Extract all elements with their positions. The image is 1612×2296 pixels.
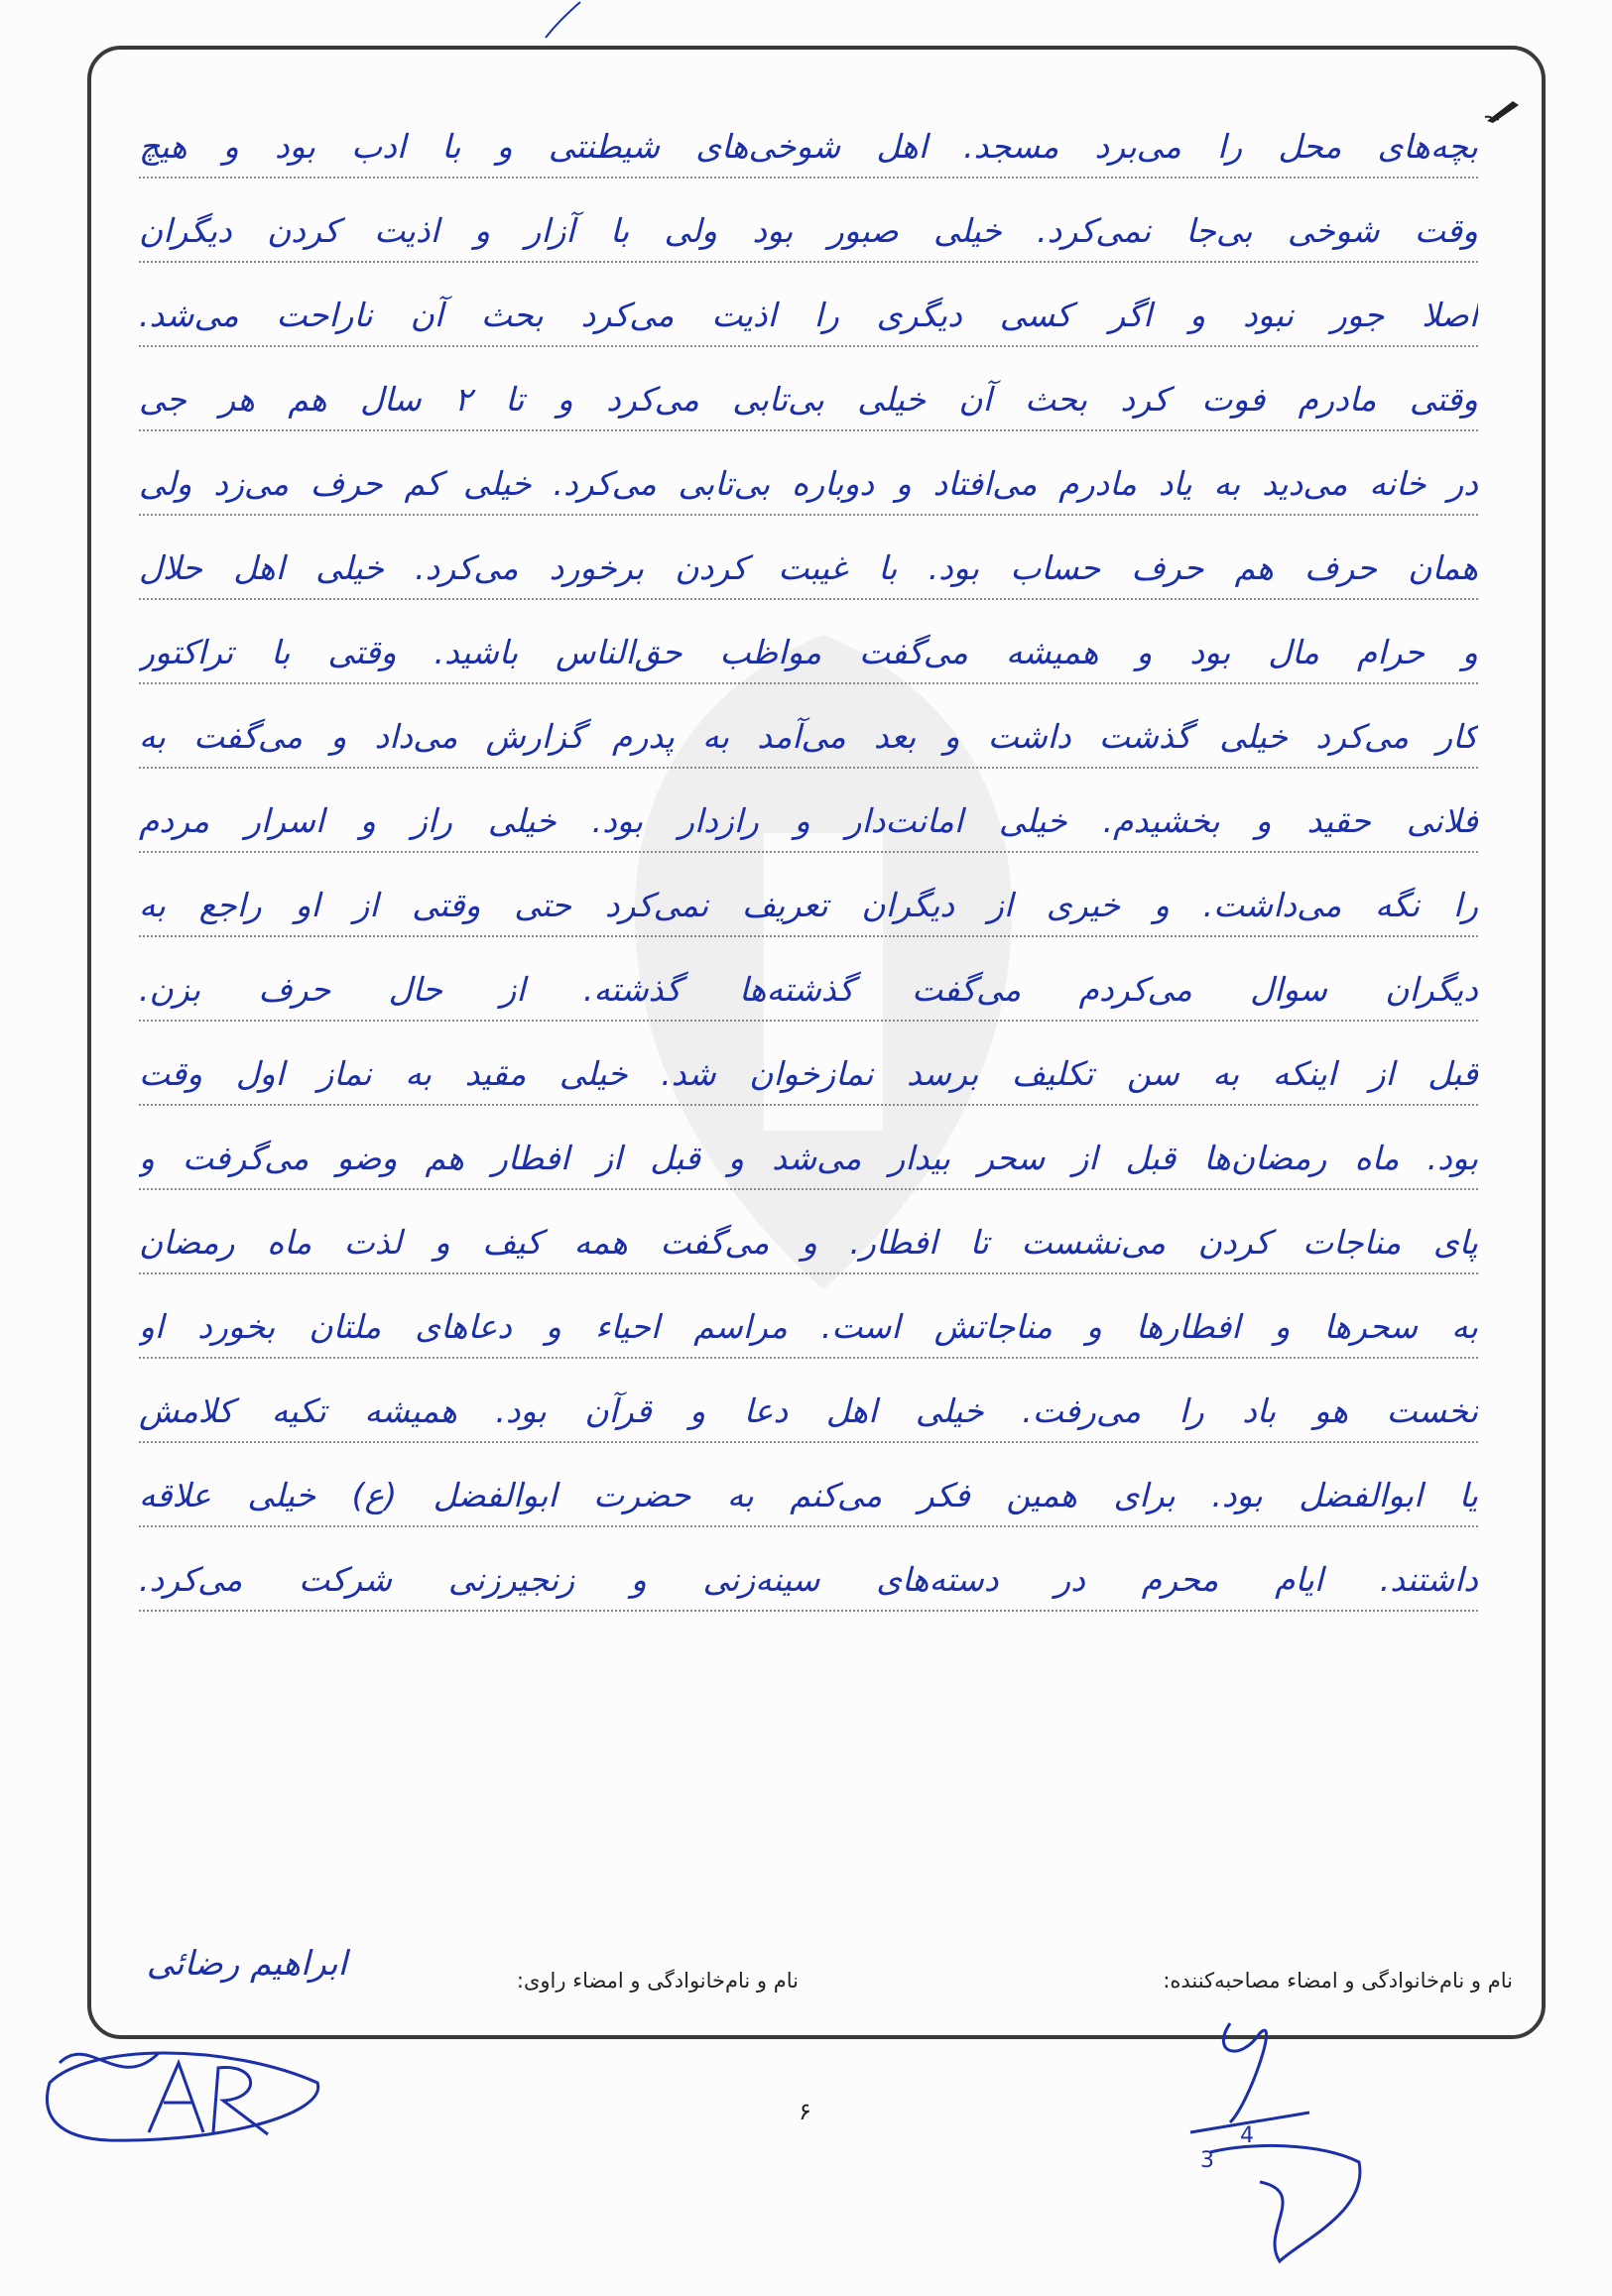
- line-text: پای مناجات کردن می‌نشست تا افطار. و می‌گفت همه کیف و لذت ماه رمضان: [139, 1223, 1478, 1262]
- line-text: وقت شوخی بی‌جا نمی‌کرد. خیلی صبور بود ولی با آزار و اذیت کردن دیگران: [139, 211, 1478, 250]
- text-line: [139, 1274, 1478, 1359]
- text-line: [139, 516, 1478, 600]
- interviewer-signature-label: نام و نام‌خانوادگی و امضاء مصاحبه‌کننده:: [1163, 1969, 1513, 1993]
- handwritten-body: [139, 94, 1478, 1612]
- line-text: فلانی حقید و بخشیدم. خیلی امانت‌دار و رازدار بود. خیلی راز و اسرار مردم: [139, 801, 1478, 840]
- text-line: [139, 1443, 1478, 1527]
- text-line: [139, 347, 1478, 431]
- line-text: را نگه می‌داشت. و خیری از دیگران تعریف نمی‌کرد حتی وقتی از او راجع به: [139, 886, 1478, 924]
- page-number: ۶: [799, 2098, 811, 2125]
- line-text: نخست هو باد را می‌رفت. خیلی اهل دعا و قرآن بود. همیشه تکیه کلامش: [139, 1391, 1478, 1430]
- line-text: به سحرها و افطارها و مناجاتش است. مراسم احیاء و دعاهای ملتان بخورد او: [139, 1307, 1478, 1346]
- text-line: [139, 853, 1478, 937]
- line-text: اصلا جور نبود و اگر کسی دیگری را اذیت می‌کرد بحث آن ناراحت می‌شد.: [139, 296, 1478, 334]
- text-line: [139, 431, 1478, 516]
- text-line: [139, 263, 1478, 347]
- svg-text:3: 3: [1200, 2148, 1214, 2173]
- line-text: یا ابوالفضل بود. برای همین فکر می‌کنم به حضرت ابوالفضل (ع) خیلی علاقه: [139, 1476, 1478, 1514]
- text-line: [139, 1022, 1478, 1106]
- line-text: و حرام مال بود و همیشه می‌گفت مواظب حق‌الناس باشید. وقتی با تراکتور: [139, 633, 1478, 671]
- text-line: [139, 179, 1478, 263]
- line-text: بچه‌های محل را می‌برد مسجد. اهل شوخی‌های شیطنتی و با ادب بود و هیچ: [139, 127, 1478, 166]
- line-text: همان حرف هم حرف حساب بود. با غیبت کردن برخورد می‌کرد. خیلی اهل حلال: [139, 548, 1478, 587]
- text-line: [139, 1106, 1478, 1190]
- line-text: دیگران سوال می‌کردم می‌گفت گذشته‌ها گذشته. از حال حرف بزن.: [139, 970, 1478, 1009]
- interviewer-signature: [1171, 1994, 1379, 2281]
- line-text: در خانه می‌دید به یاد مادرم می‌افتاد و دوباره بی‌تابی می‌کرد. خیلی کم حرف می‌زد ولی: [139, 464, 1478, 503]
- narrator-signature-label: نام و نام‌خانوادگی و امضاء راوی:: [516, 1969, 799, 1993]
- line-text: قبل از اینکه به سن تکلیف برسد نمازخوان شد. خیلی مقید به نماز اول وقت: [139, 1054, 1478, 1093]
- text-line: [139, 1190, 1478, 1274]
- text-line: [139, 600, 1478, 684]
- stray-pen-mark: [536, 0, 595, 40]
- line-text: داشتند. ایام محرم در دسته‌های سینه‌زنی و زنجیرزنی شرکت می‌کرد.: [139, 1560, 1478, 1599]
- line-text: کار می‌کرد خیلی گذشت داشت و بعد می‌آمد به پدرم گزارش می‌داد و می‌گفت به: [139, 717, 1478, 756]
- text-line: [139, 684, 1478, 769]
- text-line: [139, 1527, 1478, 1612]
- line-text: وقتی مادرم فوت کرد بحث آن خیلی بی‌تابی می‌کرد و تا ۲ سال هم هر جی: [139, 380, 1478, 419]
- svg-text:4: 4: [1240, 2123, 1254, 2148]
- line-text: بود. ماه رمضان‌ها قبل از سحر بیدار می‌شد و قبل از افطار هم وضو می‌گرفت و: [139, 1139, 1478, 1177]
- pen-writing-icon: [1483, 95, 1523, 125]
- narrator-signature: [30, 2023, 347, 2152]
- text-line: [139, 937, 1478, 1022]
- text-line: [139, 1359, 1478, 1443]
- text-line: [139, 769, 1478, 853]
- text-line: [139, 94, 1478, 179]
- narrator-handwritten-name: ابراهیم رضائی: [146, 1944, 347, 1984]
